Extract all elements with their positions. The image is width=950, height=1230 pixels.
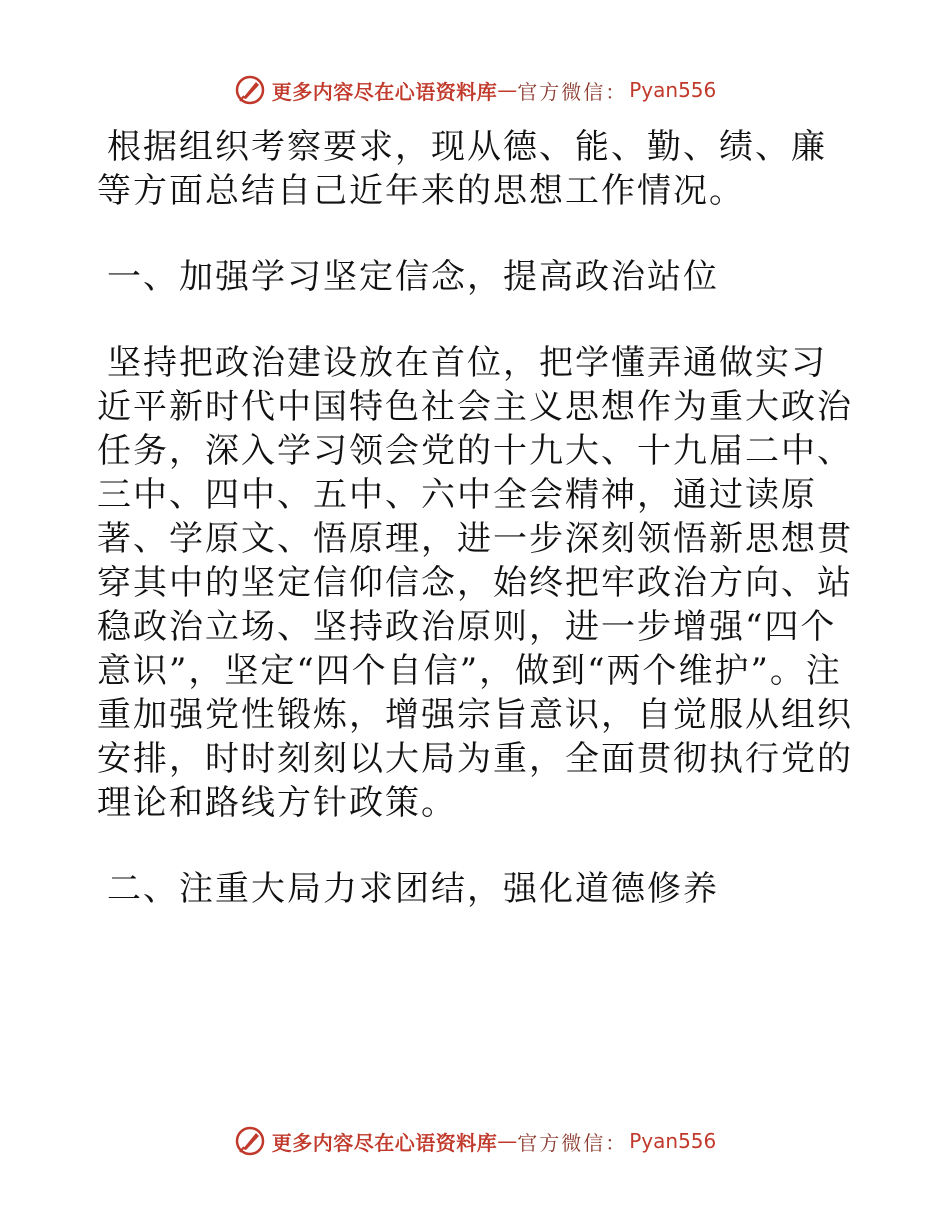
header-watermark [0,70,950,110]
footer-watermark [0,1121,950,1161]
watermark-text [272,76,717,105]
watermark-account-id: Pyan556 [629,78,717,102]
document-body [97,125,857,911]
intro-paragraph: 根据组织考察要求，现从德、能、勤、绩、廉等方面总结自己近年来的思想工作情况。 [97,127,827,211]
watermark-separator: — [497,78,518,102]
watermark-account-id: Pyan556 [629,1129,717,1153]
watermark-separator: — [497,1129,518,1153]
watermark-promo: 更多内容尽在心语资料库 [271,79,498,104]
section-heading-2: 二、注重大局力求团结，强化道德修养 [107,869,719,909]
section-heading-1: 一、加强学习坚定信念，提高政治站位 [107,257,719,297]
section-body-1: 坚持把政治建设放在首位，把学懂弄通做实习近平新时代中国特色社会主义思想作为重大政治任务，深入学习领会党的十九大、十九届二中、三中、四中、五中、六中全会精神，通过读原著、学原文、悟原理，进一步深刻领悟新思想贯穿其中的坚定信仰信念，始终把牢政治方向、站稳政治立场、坚持政治原则，进一步增强“四个意识”，坚定“四个自信”，做到“两个维护”。注重加强党性锻炼，增强宗旨意识，自觉服从组织安排，时时刻刻以大局为重，全面贯彻执行党的理论和路线方针政策。 [97,343,853,823]
watermark-promo: 更多内容尽在心语资料库 [271,1130,498,1155]
quill-logo-icon [234,74,266,106]
watermark-label: 官方微信： [517,1130,628,1155]
watermark-label: 官方微信： [517,79,628,104]
watermark-text [272,1127,717,1156]
quill-logo-icon [234,1125,266,1157]
